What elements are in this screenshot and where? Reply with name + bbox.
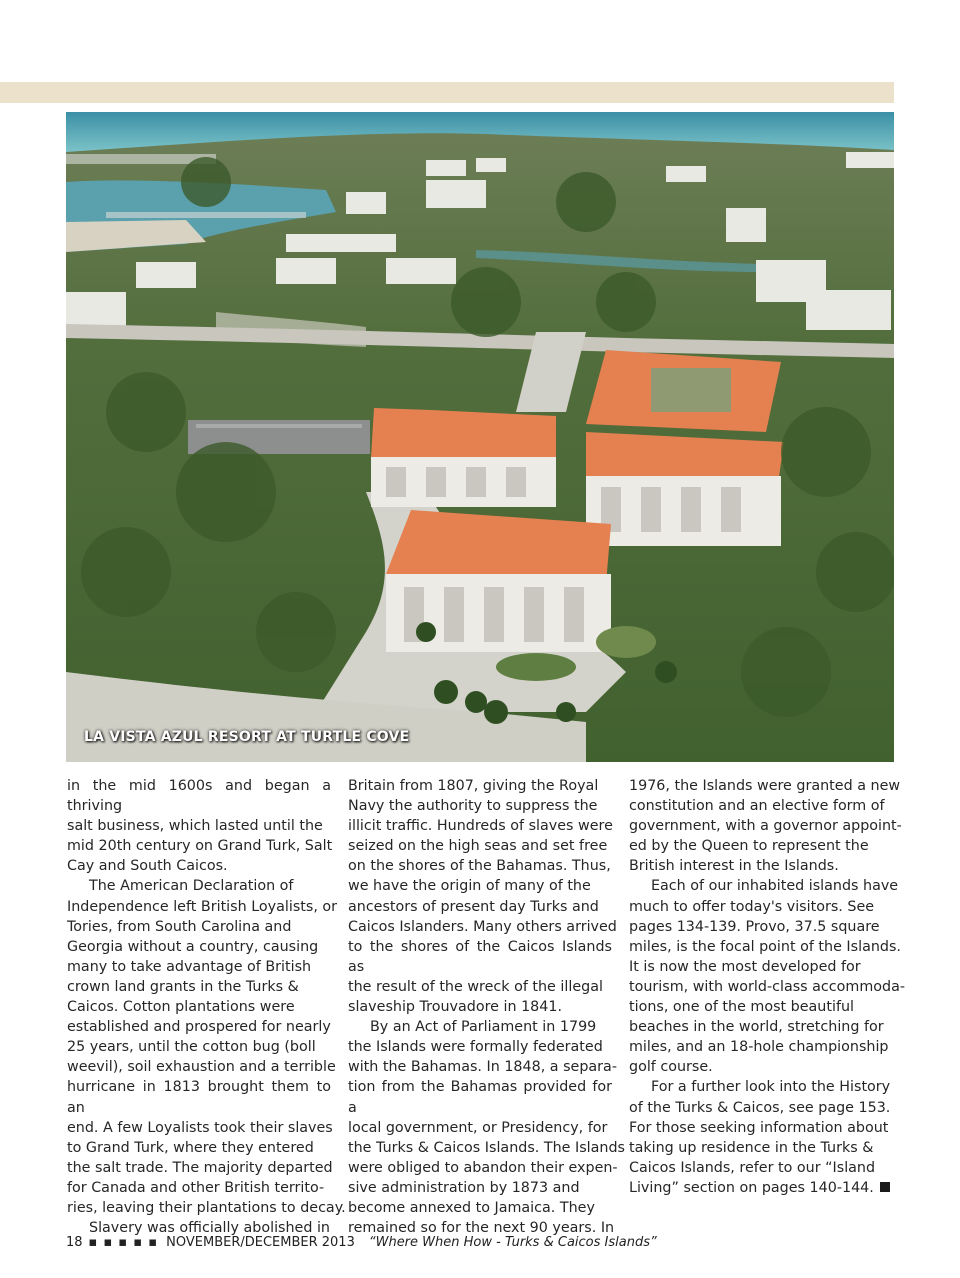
text-line: golf course. xyxy=(629,1059,713,1076)
article-column-1 xyxy=(67,776,346,1238)
text-line: ancestors of present day Turks and xyxy=(348,898,599,915)
text-line: hurricane in 1813 brought them to an xyxy=(67,1079,331,1116)
text-line: Caicos Islanders. Many others arrived xyxy=(348,918,617,935)
text-line: Living” section on pages 140-144. xyxy=(629,1179,874,1196)
text-line: seized on the high seas and set free xyxy=(348,838,608,855)
text-line: to the shores of the Caicos Islands as xyxy=(348,938,612,975)
text-line: Georgia without a country, causing xyxy=(67,938,319,955)
text-line: local government, or Presidency, for xyxy=(348,1119,608,1136)
text-line: tourism, with world-class accommoda- xyxy=(629,978,905,995)
text-line: For those seeking information about xyxy=(629,1119,889,1136)
text-line: of the Turks & Caicos, see page 153. xyxy=(629,1099,891,1116)
text-line: for Canada and other British territo- xyxy=(67,1179,325,1196)
text-line: pages 134-139. Provo, 37.5 square xyxy=(629,918,880,935)
text-line: become annexed to Jamaica. They xyxy=(348,1199,595,1216)
text-line: the Islands were formally federated xyxy=(348,1039,603,1056)
text-line: ed by the Queen to represent the xyxy=(629,838,869,855)
text-line: Slavery was officially abolished in xyxy=(89,1220,330,1237)
text-line: established and prospered for nearly xyxy=(67,1019,331,1036)
photo-caption: LA VISTA AZUL RESORT AT TURTLE COVE xyxy=(84,729,410,745)
page-footer xyxy=(66,1235,657,1250)
text-line: were obliged to abandon their expen- xyxy=(348,1159,618,1176)
text-line: government, with a governor appoint- xyxy=(629,818,902,835)
text-line: taking up residence in the Turks & xyxy=(629,1139,874,1156)
text-line: British interest in the Islands. xyxy=(629,858,839,875)
text-line: remained so for the next 90 years. In xyxy=(348,1220,615,1237)
article-column-3 xyxy=(629,776,905,1198)
text-line: mid 20th century on Grand Turk, Salt xyxy=(67,838,333,855)
text-line: crown land grants in the Turks & xyxy=(67,978,299,995)
publication-title: “Where When How - Turks & Caicos Islands” xyxy=(368,1235,657,1250)
issue-date: NOVEMBER/DECEMBER 2013 xyxy=(166,1235,355,1250)
text-line: Britain from 1807, giving the Royal xyxy=(348,778,599,794)
text-line: Caicos. Cotton plantations were xyxy=(67,999,295,1016)
text-line: weevil), soil exhaustion and a terrible xyxy=(67,1059,336,1076)
text-line: illicit traffic. Hundreds of slaves were xyxy=(348,818,613,835)
text-line: the Turks & Caicos Islands. The Islands xyxy=(348,1139,625,1156)
text-line: 25 years, until the cotton bug (boll xyxy=(67,1039,316,1056)
text-line: Independence left British Loyalists, or xyxy=(67,898,338,915)
text-line: much to offer today's visitors. See xyxy=(629,898,875,915)
text-line: miles, and an 18-hole championship xyxy=(629,1039,889,1056)
text-line: Caicos Islands, refer to our “Island xyxy=(629,1159,876,1176)
text-line: salt business, which lasted until the xyxy=(67,818,323,835)
text-line: slaveship Trouvadore in 1841. xyxy=(348,999,562,1016)
text-line: It is now the most developed for xyxy=(629,958,861,975)
text-line: beaches in the world, stretching for xyxy=(629,1019,884,1036)
page-number: 18 xyxy=(66,1235,83,1250)
text-line: with the Bahamas. In 1848, a separa- xyxy=(348,1059,617,1076)
text-line: the result of the wreck of the illegal xyxy=(348,978,603,995)
text-line: ries, leaving their plantations to decay. xyxy=(67,1199,346,1216)
text-line: we have the origin of many of the xyxy=(348,878,591,895)
text-line: end. A few Loyalists took their slaves xyxy=(67,1119,333,1136)
text-line: Each of our inhabited islands have xyxy=(651,878,899,895)
text-line: sive administration by 1873 and xyxy=(348,1179,580,1196)
text-line: to Grand Turk, where they entered xyxy=(67,1139,314,1156)
text-line: tions, one of the most beautiful xyxy=(629,999,855,1016)
text-line: constitution and an elective form of xyxy=(629,798,885,815)
aerial-resort-photo xyxy=(66,112,894,762)
article-column-2 xyxy=(348,776,625,1238)
text-line: 1976, the Islands were granted a new xyxy=(629,778,901,794)
header-band xyxy=(0,82,894,103)
text-line: in the mid 1600s and began a thriving xyxy=(67,778,331,815)
text-line: on the shores of the Bahamas. Thus, xyxy=(348,858,611,875)
text-line: By an Act of Parliament in 1799 xyxy=(370,1019,597,1036)
text-line: tion from the Bahamas provided for a xyxy=(348,1079,612,1116)
text-line: For a further look into the History xyxy=(651,1079,891,1096)
text-line: The American Declaration of xyxy=(89,878,294,895)
text-line: the salt trade. The majority departed xyxy=(67,1159,333,1176)
text-line: many to take advantage of British xyxy=(67,958,312,975)
text-line: Cay and South Caicos. xyxy=(67,858,228,875)
text-line: miles, is the focal point of the Islands. xyxy=(629,938,901,955)
text-line: Tories, from South Carolina and xyxy=(67,918,292,935)
text-line: Navy the authority to suppress the xyxy=(348,798,598,815)
end-of-article-mark xyxy=(880,1182,890,1192)
footer-dots: ▪ ▪ ▪ ▪ ▪ xyxy=(88,1235,159,1250)
